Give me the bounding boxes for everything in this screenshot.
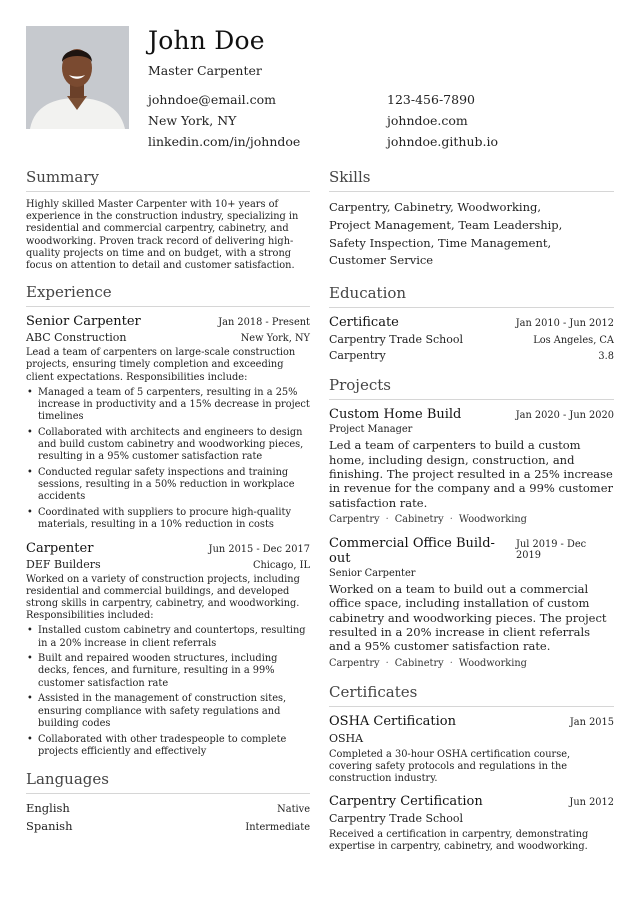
languages-heading: Languages bbox=[26, 770, 310, 794]
projects-heading: Projects bbox=[329, 376, 614, 400]
project-tags: Carpentry · Cabinetry · Woodworking bbox=[329, 657, 527, 669]
project-description: Worked on a team to build out a commercial office space, including installation of custom cabinetry and woodworking pieces. The project resulted in a 20% increase in client referrals and a 95% customer satisfaction rate. bbox=[329, 582, 607, 654]
project-date: Jan 2020 - Jun 2020 bbox=[515, 410, 614, 422]
bullet-item: • Collaborated with architects and engineers to design and build custom cabinetry and woodworking pieces, resulting in a 95% customer satisfaction rate bbox=[26, 427, 310, 464]
candidate-title: Master Carpenter bbox=[148, 63, 262, 78]
project-name: Custom Home Build bbox=[329, 407, 462, 423]
project-role: Senior Carpenter bbox=[329, 567, 416, 579]
certificate-issuer: OSHA bbox=[329, 731, 364, 745]
experience-heading: Experience bbox=[26, 283, 310, 307]
job-company: ABC Construction bbox=[26, 331, 127, 345]
certificate-name: OSHA Certification bbox=[329, 713, 456, 729]
education-school: Carpentry Trade School bbox=[329, 333, 464, 347]
bullet-item: • Built and repaired wooden structures, including decks, fences, and furniture, resulting in a 99% customer satisfaction rate bbox=[26, 653, 310, 690]
experience-entry bbox=[26, 314, 310, 531]
certificate-entry bbox=[329, 794, 614, 853]
summary-heading: Summary bbox=[26, 168, 310, 192]
summary-section bbox=[26, 168, 310, 272]
skills-line: Project Management, Team Leadership, bbox=[329, 217, 563, 232]
project-description: Led a team of carpenters to build a custom home, including design, construction, and finishing. The project resulted in a 25% increase in revenue for the company and a 99% customer satisfaction rate. bbox=[329, 438, 613, 510]
location-text: New York, NY bbox=[148, 113, 237, 128]
project-tag: Woodworking bbox=[458, 513, 527, 525]
job-date: Jun 2015 - Dec 2017 bbox=[208, 543, 310, 555]
education-field: Carpentry bbox=[329, 349, 386, 363]
bullet-item: • Installed custom cabinetry and countertops, resulting in a 20% increase in client referrals bbox=[26, 625, 310, 649]
bullet-item: • Managed a team of 5 carpenters, resulting in a 25% increase in productivity and a 15% decrease in project timelines bbox=[26, 387, 310, 424]
linkedin-link[interactable]: linkedin.com/in/johndoe bbox=[148, 134, 301, 149]
certificates-section bbox=[329, 683, 614, 854]
github-link[interactable]: johndoe.github.io bbox=[387, 134, 499, 149]
bullet-item: • Conducted regular safety inspections and training sessions, resulting in a 50% reduction in workplace accidents bbox=[26, 467, 310, 504]
job-title: Carpenter bbox=[26, 540, 94, 556]
certificate-entry bbox=[329, 714, 614, 786]
job-bullets bbox=[26, 625, 310, 758]
phone-number: 123-456-7890 bbox=[387, 92, 475, 107]
project-tags: Carpentry · Cabinetry · Woodworking bbox=[329, 513, 527, 525]
certificate-description: Received a certification in carpentry, demonstrating expertise in carpentry, cabinetry, and woodworking. bbox=[329, 829, 589, 853]
summary-text: Highly skilled Master Carpenter with 10+ years of experience in the construction industry, specializing in residential and commercial carpentry, cabinetry, and woodworking. Proven track record of delivering high-quality projects on time and on budget, with a strong focus on attention to detail and customer satisfaction. bbox=[26, 199, 299, 272]
website-link[interactable]: johndoe.com bbox=[387, 113, 468, 128]
education-degree: Certificate bbox=[329, 315, 399, 331]
project-name: Commercial Office Build-out bbox=[329, 535, 495, 566]
language-level: Intermediate bbox=[245, 821, 310, 833]
project-tag: Woodworking bbox=[458, 657, 527, 669]
skills-list bbox=[329, 199, 614, 270]
job-bullets bbox=[26, 387, 310, 532]
skills-line: Safety Inspection, Time Management, bbox=[329, 235, 552, 250]
right-column bbox=[329, 168, 614, 854]
education-heading: Education bbox=[329, 284, 614, 308]
education-date: Jan 2010 - Jun 2012 bbox=[515, 318, 614, 330]
certificates-heading: Certificates bbox=[329, 683, 614, 707]
language-level: Native bbox=[277, 803, 310, 815]
project-role: Project Manager bbox=[329, 424, 413, 436]
certificate-description: Completed a 30-hour OSHA certification course, covering safety protocols and regulations in the construction industry. bbox=[329, 748, 571, 784]
project-tag: Carpentry bbox=[329, 513, 380, 525]
skills-heading: Skills bbox=[329, 168, 614, 192]
education-gpa: 3.8 bbox=[598, 351, 614, 363]
certificate-name: Carpentry Certification bbox=[329, 794, 483, 810]
certificate-date: Jan 2015 bbox=[569, 716, 614, 728]
project-entry bbox=[329, 407, 614, 525]
bullet-item: • Collaborated with other tradespeople to complete projects efficiently and effectively bbox=[26, 734, 310, 758]
experience-section bbox=[26, 283, 310, 758]
skills-line: Carpentry, Cabinetry, Woodworking, bbox=[329, 200, 542, 214]
email-link[interactable]: johndoe@email.com bbox=[148, 92, 276, 107]
project-entry bbox=[329, 536, 614, 669]
certificate-issuer: Carpentry Trade School bbox=[329, 812, 464, 826]
skills-line: Customer Service bbox=[329, 253, 434, 268]
language-name: English bbox=[26, 800, 70, 815]
experience-entry bbox=[26, 541, 310, 758]
job-location: New York, NY bbox=[240, 333, 310, 345]
job-location: Chicago, IL bbox=[252, 559, 310, 571]
language-row bbox=[26, 819, 310, 833]
job-description: Worked on a variety of construction projects, including residential and commercial buildings, and developed strong skills in carpentry, cabinetry, and woodworking. Responsibilities included: bbox=[26, 573, 300, 622]
project-date: Jul 2019 - Dec 2019 bbox=[516, 538, 587, 561]
education-section bbox=[329, 284, 614, 362]
certificate-date: Jun 2012 bbox=[569, 797, 614, 809]
job-company: DEF Builders bbox=[26, 557, 101, 571]
project-tag: Cabinetry bbox=[394, 513, 444, 525]
project-tag: Carpentry bbox=[329, 657, 380, 669]
bullet-item: • Assisted in the management of construction sites, ensuring compliance with safety regulations and building codes bbox=[26, 693, 310, 730]
projects-section bbox=[329, 376, 614, 668]
candidate-name: John Doe bbox=[148, 26, 265, 55]
skills-section bbox=[329, 168, 614, 270]
education-location: Los Angeles, CA bbox=[533, 335, 614, 347]
language-name: Spanish bbox=[26, 818, 73, 833]
job-description: Lead a team of carpenters on large-scale construction projects, ensuring timely completion and exceeding client expectations. Responsibilities include: bbox=[26, 347, 296, 383]
languages-section bbox=[26, 770, 310, 833]
project-tag: Cabinetry bbox=[394, 657, 444, 669]
resume-header bbox=[26, 26, 616, 149]
left-column bbox=[26, 168, 310, 833]
language-row bbox=[26, 801, 310, 815]
profile-photo bbox=[26, 26, 129, 129]
job-date: Jan 2018 - Present bbox=[218, 317, 310, 329]
bullet-item: • Coordinated with suppliers to procure high-quality materials, resulting in a 10% reduction in costs bbox=[26, 507, 310, 531]
job-title: Senior Carpenter bbox=[26, 314, 141, 330]
